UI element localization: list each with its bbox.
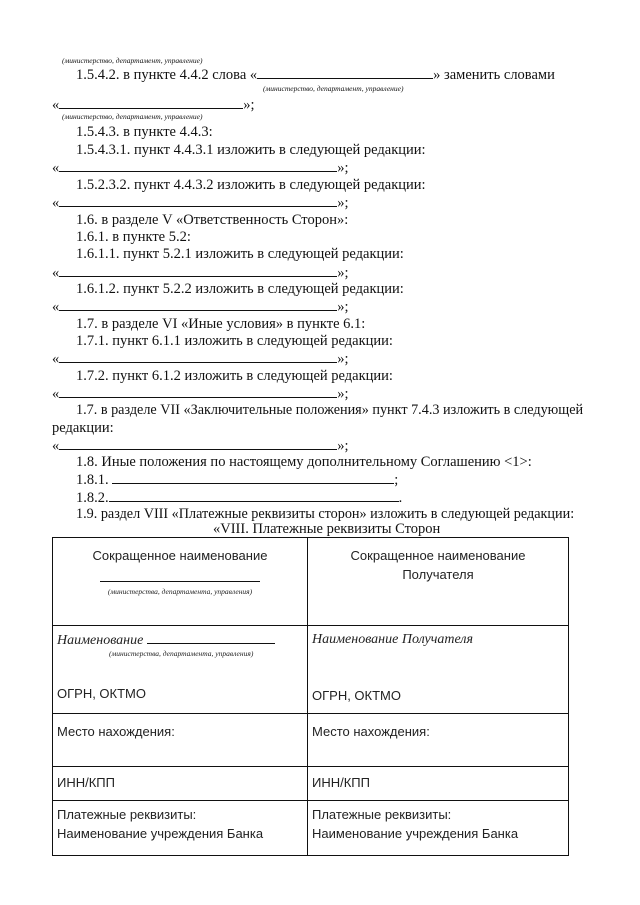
item-1-5-4-2-text: 1.5.4.2. в пункте 4.4.2 слова « <box>76 67 258 83</box>
blank-field <box>59 350 337 363</box>
left-location: Место нахождения: <box>57 724 175 739</box>
item-1-7-b-cont: редакции: <box>52 420 114 436</box>
blank-field <box>100 573 260 582</box>
table-title: «VIII. Платежные реквизиты Сторон <box>213 521 441 537</box>
table-row <box>53 801 569 856</box>
right-ogrn: ОГРН, ОКТМО <box>312 688 402 703</box>
item-1-8-2-number: 1.8.2. <box>76 490 109 506</box>
payment-requisites-table <box>52 537 569 856</box>
quote-line-5 <box>52 298 349 316</box>
quote-close: »; <box>337 195 349 211</box>
quote-open: « <box>52 299 60 315</box>
quote-line-7 <box>52 385 349 403</box>
left-head-caption: (министерства, департамента, управления) <box>107 587 253 596</box>
left-head-title: Сокращенное наименование <box>92 548 268 563</box>
quote-close: »; <box>337 438 349 454</box>
item-1-7-a: 1.7. в разделе VI «Иные условия» в пункте 6.1: <box>76 316 366 332</box>
right-head-title-1: Сокращенное наименование <box>350 548 526 563</box>
right-inn: ИНН/КПП <box>312 775 370 790</box>
quote-close: »; <box>243 97 255 113</box>
caption-top: (министерство, департамент, управление) <box>62 56 203 65</box>
left-pay-cell <box>53 801 308 856</box>
caption-quote-1: (министерство, департамент, управление) <box>62 112 203 121</box>
right-inn-cell <box>308 767 569 801</box>
blank-field <box>59 159 337 172</box>
left-name-cell <box>53 626 308 714</box>
blank-field <box>147 633 275 644</box>
quote-open: « <box>52 97 60 113</box>
table-row <box>53 714 569 767</box>
right-location-cell <box>308 714 569 767</box>
table-row <box>53 538 569 626</box>
item-1-6-1-2: 1.6.1.2. пункт 5.2.2 изложить в следующей редакции: <box>76 281 404 297</box>
quote-open: « <box>52 386 60 402</box>
quote-close: »; <box>337 299 349 315</box>
item-1-8-2 <box>76 489 402 507</box>
item-1-6-1: 1.6.1. в пункте 5.2: <box>76 229 191 245</box>
item-1-8-2-end: . <box>398 490 403 506</box>
left-head-cell <box>53 538 308 626</box>
left-location-cell <box>53 714 308 767</box>
blank-field <box>59 264 337 277</box>
item-1-7-1: 1.7.1. пункт 6.1.1 изложить в следующей редакции: <box>76 333 393 349</box>
item-1-8-1-end: ; <box>394 472 399 488</box>
blank-field <box>112 471 394 484</box>
quote-open: « <box>52 351 60 367</box>
quote-close: »; <box>337 386 349 402</box>
right-name-label: Наименование Получателя <box>312 632 474 647</box>
quote-close: »; <box>337 351 349 367</box>
quote-close: »; <box>337 160 349 176</box>
blank-field <box>59 437 337 450</box>
item-1-8: 1.8. Иные положения по настоящему дополнительному Соглашению <1>: <box>76 454 532 470</box>
right-head-cell <box>308 538 569 626</box>
right-bank-name: Наименование учреждения Банка <box>312 826 519 841</box>
right-location: Место нахождения: <box>312 724 430 739</box>
item-1-5-2-3-2: 1.5.2.3.2. пункт 4.4.3.2 изложить в следующей редакции: <box>76 177 426 193</box>
item-1-5-4-3: 1.5.4.3. в пункте 4.4.3: <box>76 124 213 140</box>
right-name-cell <box>308 626 569 714</box>
left-inn-cell <box>53 767 308 801</box>
right-pay-title: Платежные реквизиты: <box>312 807 452 822</box>
quote-line-6 <box>52 350 349 368</box>
item-1-5-4-2 <box>76 66 555 84</box>
quote-line-2 <box>52 159 349 177</box>
item-1-7-2: 1.7.2. пункт 6.1.2 изложить в следующей редакции: <box>76 368 393 384</box>
blank-field <box>257 66 433 79</box>
item-1-6-1-1: 1.6.1.1. пункт 5.2.1 изложить в следующей редакции: <box>76 246 404 262</box>
quote-line-3 <box>52 194 349 212</box>
quote-line-8 <box>52 437 349 455</box>
right-pay-cell <box>308 801 569 856</box>
left-name-label: Наименование <box>57 633 144 648</box>
quote-open: « <box>52 195 60 211</box>
blank-field <box>109 489 399 502</box>
blank-field <box>59 96 243 109</box>
caption-1-5-4-2: (министерство, департамент, управление) <box>263 84 404 93</box>
right-head-title-2: Получателя <box>402 567 474 582</box>
blank-field <box>59 385 337 398</box>
item-1-8-1-number: 1.8.1. <box>76 472 109 488</box>
table-row <box>53 767 569 801</box>
item-1-9: 1.9. раздел VIII «Платежные реквизиты сторон» изложить в следующей редакции: <box>76 506 575 522</box>
quote-open: « <box>52 438 60 454</box>
item-1-5-4-2-tail: » заменить словами <box>433 67 555 83</box>
left-bank-name: Наименование учреждения Банка <box>57 826 264 841</box>
quote-open: « <box>52 160 60 176</box>
quote-open: « <box>52 265 60 281</box>
blank-field <box>59 298 337 311</box>
item-1-6: 1.6. в разделе V «Ответственность Сторон»: <box>76 212 349 228</box>
blank-field <box>59 194 337 207</box>
left-name-caption: (министерства, департамента, управления) <box>109 649 254 658</box>
table-row <box>53 626 569 714</box>
left-inn: ИНН/КПП <box>57 775 115 790</box>
left-pay-title: Платежные реквизиты: <box>57 807 197 822</box>
quote-close: »; <box>337 265 349 281</box>
left-ogrn: ОГРН, ОКТМО <box>57 686 147 701</box>
quote-line-4 <box>52 264 349 282</box>
item-1-5-4-3-1: 1.5.4.3.1. пункт 4.4.3.1 изложить в следующей редакции: <box>76 142 426 158</box>
item-1-8-1 <box>76 471 398 489</box>
item-1-7-b: 1.7. в разделе VII «Заключительные положения» пункт 7.4.3 изложить в следующей <box>76 402 584 418</box>
